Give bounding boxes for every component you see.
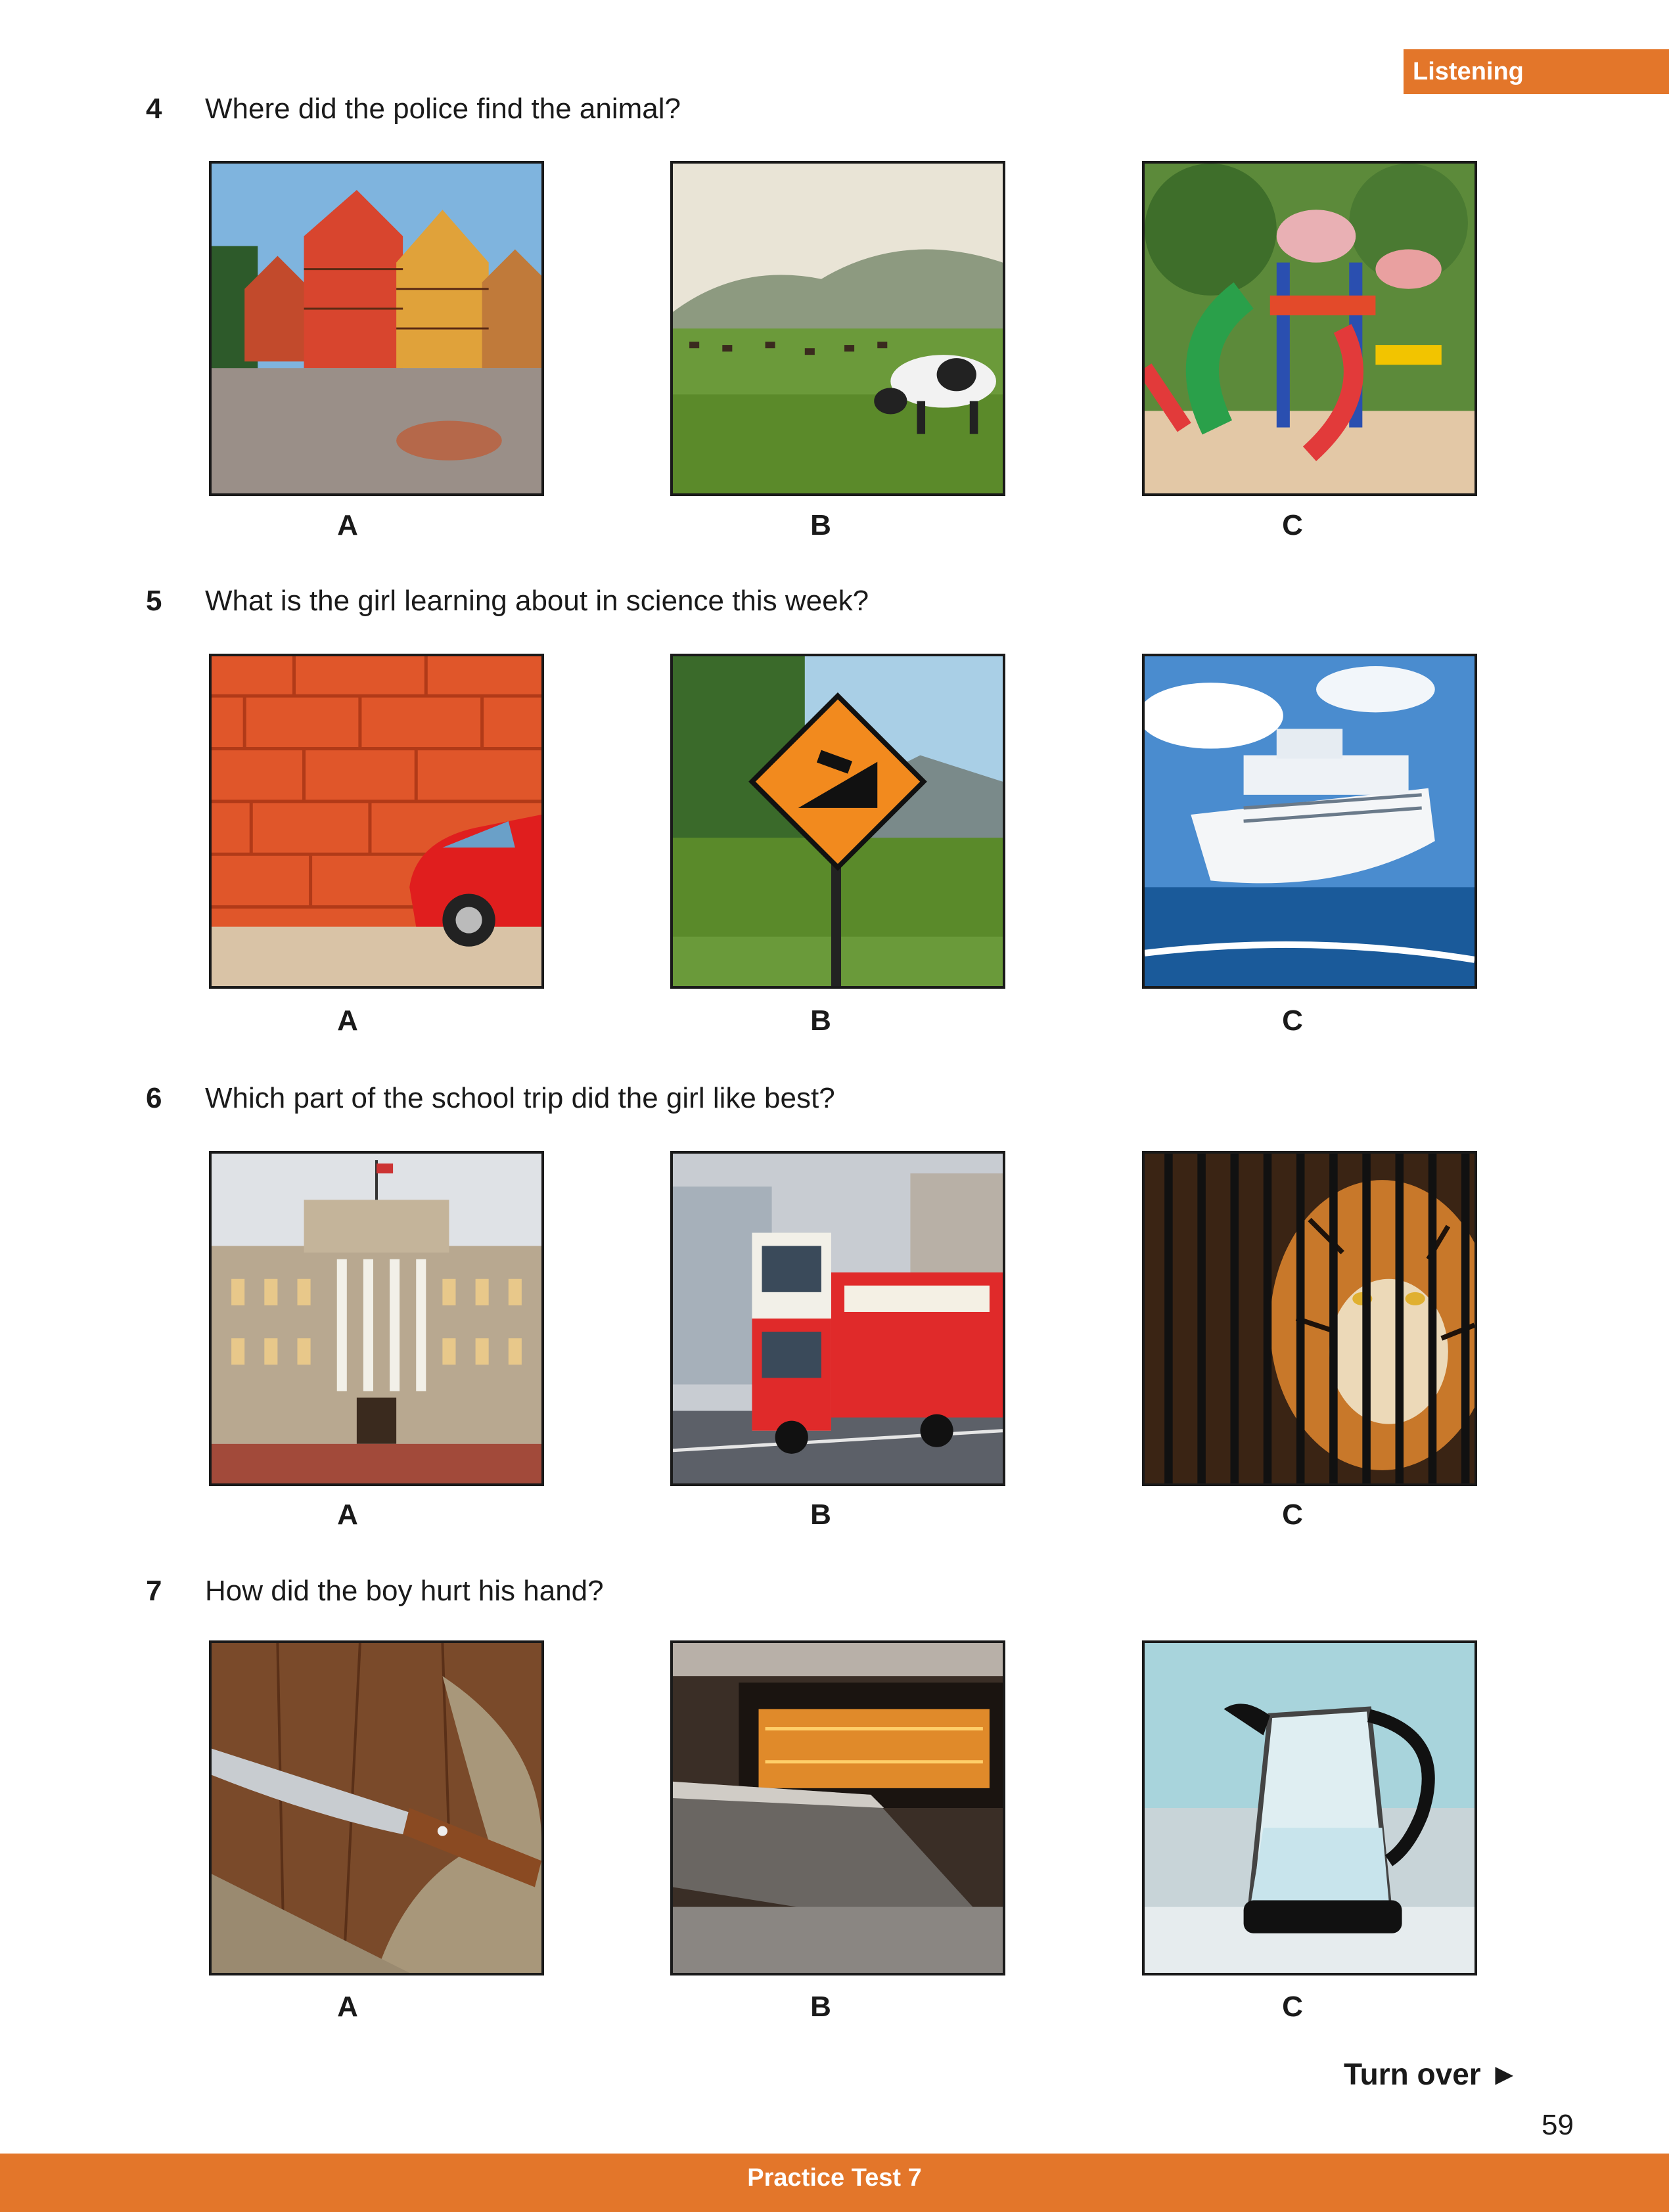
- question-number: 4: [146, 93, 162, 125]
- option-image-kettle[interactable]: [1142, 1640, 1477, 1975]
- option-image-steep-hill-sign[interactable]: [670, 654, 1005, 989]
- footer-bar: [0, 2154, 1669, 2212]
- footer-test-name: Practice Test 7: [747, 2164, 922, 2192]
- option-letter: B: [810, 1004, 831, 1037]
- option-image-playground[interactable]: [1142, 161, 1477, 496]
- option-letter: B: [810, 509, 831, 541]
- option-image-cruise-ship[interactable]: [1142, 654, 1477, 989]
- option-image-car-crash-wall[interactable]: [209, 654, 544, 989]
- option-image-palace[interactable]: [209, 1151, 544, 1486]
- page-number: 59: [1542, 2109, 1574, 2141]
- question-text: What is the girl learning about in science this week?: [205, 585, 869, 617]
- question-number: 6: [146, 1082, 162, 1114]
- question-number: 7: [146, 1575, 162, 1607]
- option-letter: C: [1282, 1499, 1303, 1531]
- option-image-tiger[interactable]: [1142, 1151, 1477, 1486]
- option-letter: A: [337, 1004, 358, 1037]
- question-number: 5: [146, 585, 162, 617]
- option-image-oven[interactable]: [670, 1640, 1005, 1975]
- option-letter: B: [810, 1499, 831, 1531]
- option-image-field-cows[interactable]: [670, 161, 1005, 496]
- option-letter: C: [1282, 1004, 1303, 1037]
- option-letter: B: [810, 1991, 831, 2023]
- option-letter: A: [337, 1499, 358, 1531]
- option-image-bus[interactable]: [670, 1151, 1005, 1486]
- option-image-town-square[interactable]: [209, 161, 544, 496]
- turn-over-label: Turn over ►: [1343, 2057, 1519, 2091]
- option-letter: A: [337, 509, 358, 541]
- option-image-knife[interactable]: [209, 1640, 544, 1975]
- question-text: How did the boy hurt his hand?: [205, 1575, 604, 1607]
- option-letter: C: [1282, 509, 1303, 541]
- question-text: Which part of the school trip did the girl like best?: [205, 1082, 835, 1114]
- option-letter: C: [1282, 1991, 1303, 2023]
- section-tag: Listening: [1404, 49, 1669, 94]
- option-letter: A: [337, 1991, 358, 2023]
- question-text: Where did the police find the animal?: [205, 93, 681, 125]
